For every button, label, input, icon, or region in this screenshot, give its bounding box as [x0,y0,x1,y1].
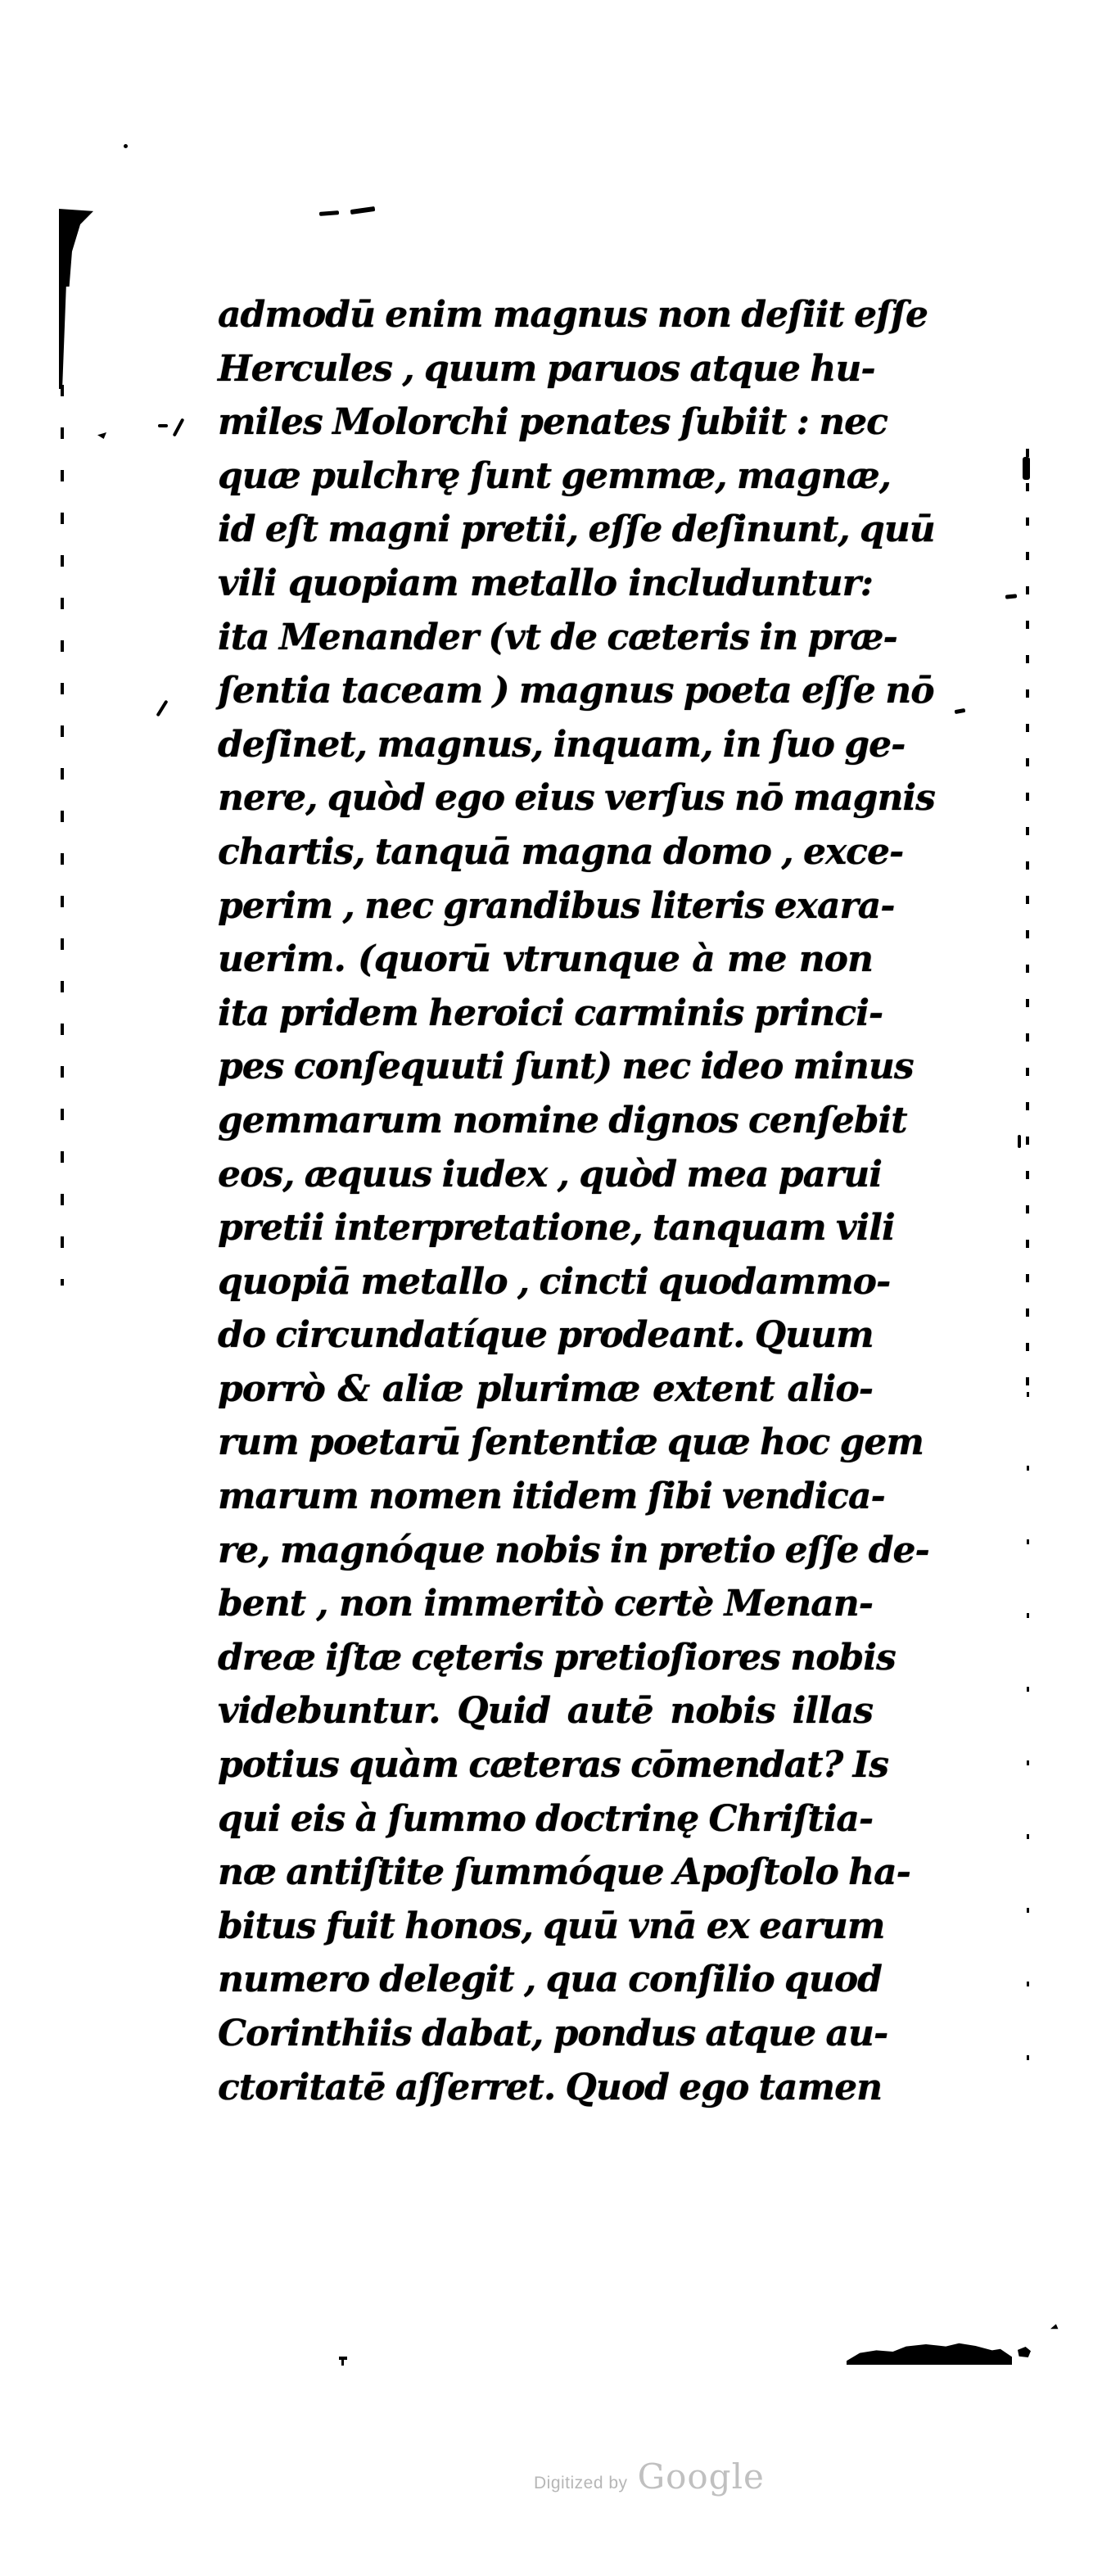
text-line: videbuntur. Quid autē nobis illas [218,1690,873,1733]
text-line: miles Molorchi penates ſubiit : nec [218,401,887,444]
text-line: ita pridem heroici carminis princi- [218,992,883,1034]
watermark [534,2456,765,2497]
scan-artifact-margin-dash [955,708,966,714]
text-line: quæ pulchrę ſunt gemmæ, magnæ, [218,454,891,497]
text-line: qui eis à ſummo doctrinę Chriſtia- [218,1797,874,1840]
text-line: dreæ iſtæ cęteris pretioſiores nobis [218,1636,896,1679]
scan-artifact-right-edge-dashes [1026,449,1029,1390]
text-line: nere, quòd ego eius verſus nō magnis [218,777,935,820]
text-line: perim , nec grandibus literis exara- [218,884,895,927]
text-line: marum nomen itidem ſibi vendica- [218,1476,885,1518]
scan-artifact-margin-dash [1005,594,1017,599]
scan-artifact-speck [341,2357,344,2366]
scan-artifact-edge-stem [59,282,66,389]
text-line: pretii interpretatione, tanquam vili [218,1207,895,1250]
text-line: næ antiſtite ſummóque Apoſtolo ha- [218,1851,910,1894]
text-line: uerim. (quorū vtrunque à me non [218,938,873,981]
scan-artifact-speck [124,144,128,148]
page-text-block [218,288,935,2114]
watermark-digitized-label: Digitized by [534,2474,628,2492]
text-line: do circundatíque prodeant. Quum [218,1314,874,1357]
scan-artifact-margin-stroke [156,700,168,717]
text-line: vili quopiam metallo includuntur: [218,562,873,604]
scan-artifact-speck [97,432,106,439]
text-line: bitus fuit honos, quū vnā ex earum [218,1905,885,1947]
scan-artifact-margin-dash [158,424,168,427]
scan-artifact-top-dash [350,206,376,215]
scan-artifact-bottom-blob [847,2339,1012,2365]
text-line: potius quàm cæteras cōmendat? Is [218,1744,888,1787]
google-logo: Google [637,2456,765,2497]
text-line: admodū enim magnus non deſiit eſſe [218,294,928,336]
text-line: eos, æquus iudex , quòd mea parui [218,1153,882,1195]
text-line: ſentia taceam ) magnus poeta eſſe nō [218,670,934,712]
scan-artifact-margin-stroke [173,418,185,436]
scan-artifact-margin-tick [1018,1135,1021,1148]
scan-artifact-speck [1050,2323,1059,2332]
text-line: re, magnóque nobis in pretio eſſe de- [218,1529,929,1571]
scan-artifact-corner-wedge [59,209,93,287]
scan-artifact-right-edge-dashes [1027,1392,1029,2129]
text-line: deſinet, magnus, inquam, in ſuo ge- [218,723,906,766]
text-line: chartis, tanquā magna domo , exce- [218,830,904,873]
scan-artifact-left-edge-dashes [61,385,64,1286]
text-line: Hercules , quum paruos atque hu- [218,347,875,390]
text-line: rum poetarū ſententiæ quæ hoc gem [218,1421,924,1464]
text-line: numero delegit , qua conſilio quod [218,1959,882,2001]
text-line: bent , non immeritò certè Menan- [218,1583,873,1625]
scan-artifact-top-dash [319,210,339,216]
text-line: quopiā metallo , cincti quodammo- [218,1260,891,1303]
text-line: Corinthiis dabat, pondus atque au- [218,2013,888,2054]
text-line: ita Menander (vt de cæteris in præ- [218,616,897,658]
text-line: ctoritatē aſſerret. Quod ego tamen [218,2066,883,2108]
text-line: id eſt magni pretii, eſſe deſinunt, quū [218,508,935,551]
scan-artifact-bottom-blob [1018,2347,1031,2357]
text-line: porrò & aliæ plurimæ extent alio- [218,1367,873,1410]
text-line: gemmarum nomine dignos cenſebit [218,1099,907,1141]
text-line: pes conſequuti ſunt) nec ideo minus [218,1046,914,1088]
